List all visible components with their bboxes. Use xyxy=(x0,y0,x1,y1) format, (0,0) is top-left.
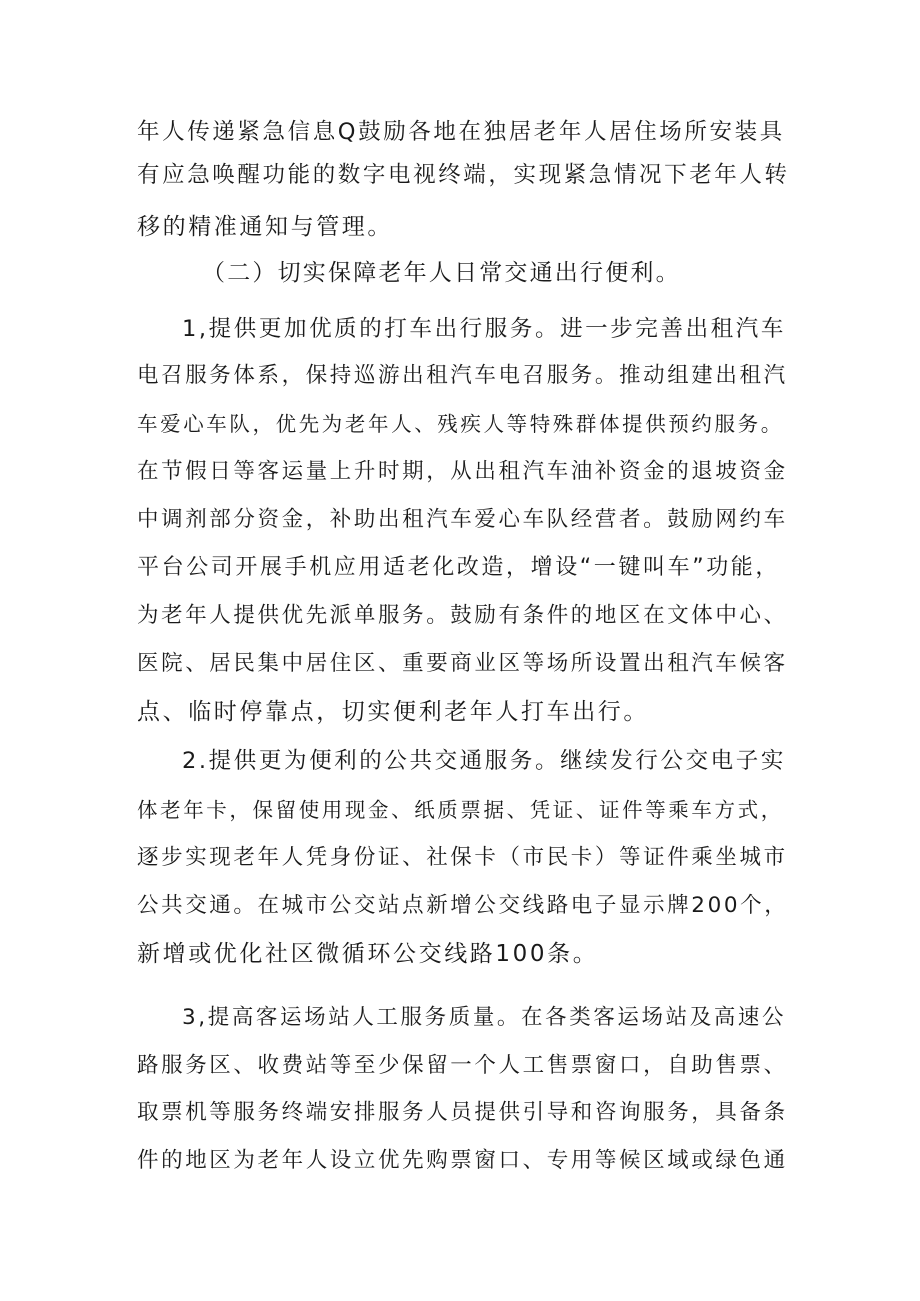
body-text-line: 为老年人提供优先派单服务。鼓励有条件的地区在文体中心、 xyxy=(137,603,788,628)
body-text-line: 医院、居民集中居住区、重要商业区等场所设置出租汽车候客 xyxy=(137,651,788,676)
body-text-line: 新增或优化社区微循环公交线路100条。 xyxy=(137,941,599,967)
body-text-line: 移的精准通知与管理。 xyxy=(137,214,393,240)
body-text-line: 车爱心车队，优先为老年人、残疾人等特殊群体提供预约服务。 xyxy=(137,412,784,436)
section-heading: （二）切实保障老年人日常交通出行便利。 xyxy=(202,260,681,286)
body-text-line: 逐步实现老年人凭身份证、社保卡（市民卡）等证件乘坐城市 xyxy=(137,845,788,870)
body-text-line: 取票机等服务终端安排服务人员提供引导和咨询服务，具备条 xyxy=(137,1100,788,1125)
body-text-line: 路服务区、收费站等至少保留一个人工售票窗口，自助售票、 xyxy=(137,1053,788,1078)
item-2-title-line: 2.提供更为便利的公共交通服务。继续发行公交电子实 xyxy=(182,748,786,774)
body-text-line: 年人传递紧急信息Q鼓励各地在独居老年人居住场所安装具 xyxy=(137,119,785,145)
body-text-line: 体老年卡，保留使用现金、纸质票据、凭证、证件等乘车方式， xyxy=(137,798,784,822)
item-1-title-line: 1,提供更加优质的打车出行服务。进一步完善出租汽车 xyxy=(182,316,786,342)
body-text-line: 电召服务体系，保持巡游出租汽车电召服务。推动组建出租汽 xyxy=(137,363,788,388)
body-text-line: 在节假日等客运量上升时期，从出租汽车油补资金的退坡资金 xyxy=(137,459,788,484)
item-3-title-line: 3,提高客运场站人工服务质量。在各类客运场站及高速公 xyxy=(182,1005,787,1030)
body-text-line: 中调剂部分资金，补助出租汽车爱心车队经营者。鼓励网约车 xyxy=(137,507,788,532)
body-text-line: 件的地区为老年人设立优先购票窗口、专用等候区域或绿色通 xyxy=(137,1148,788,1173)
body-text-line: 点、临时停靠点，切实便利老年人打车出行。 xyxy=(137,699,649,725)
body-text-line: 有应急唤醒功能的数字电视终端，实现紧急情况下老年人转 xyxy=(137,162,790,188)
body-text-line: 公共交通。在城市公交站点新增公交线路电子显示牌200个， xyxy=(137,893,789,918)
body-text-line: 平台公司开展手机应用适老化改造，增设“一键叫车”功能， xyxy=(137,555,780,580)
